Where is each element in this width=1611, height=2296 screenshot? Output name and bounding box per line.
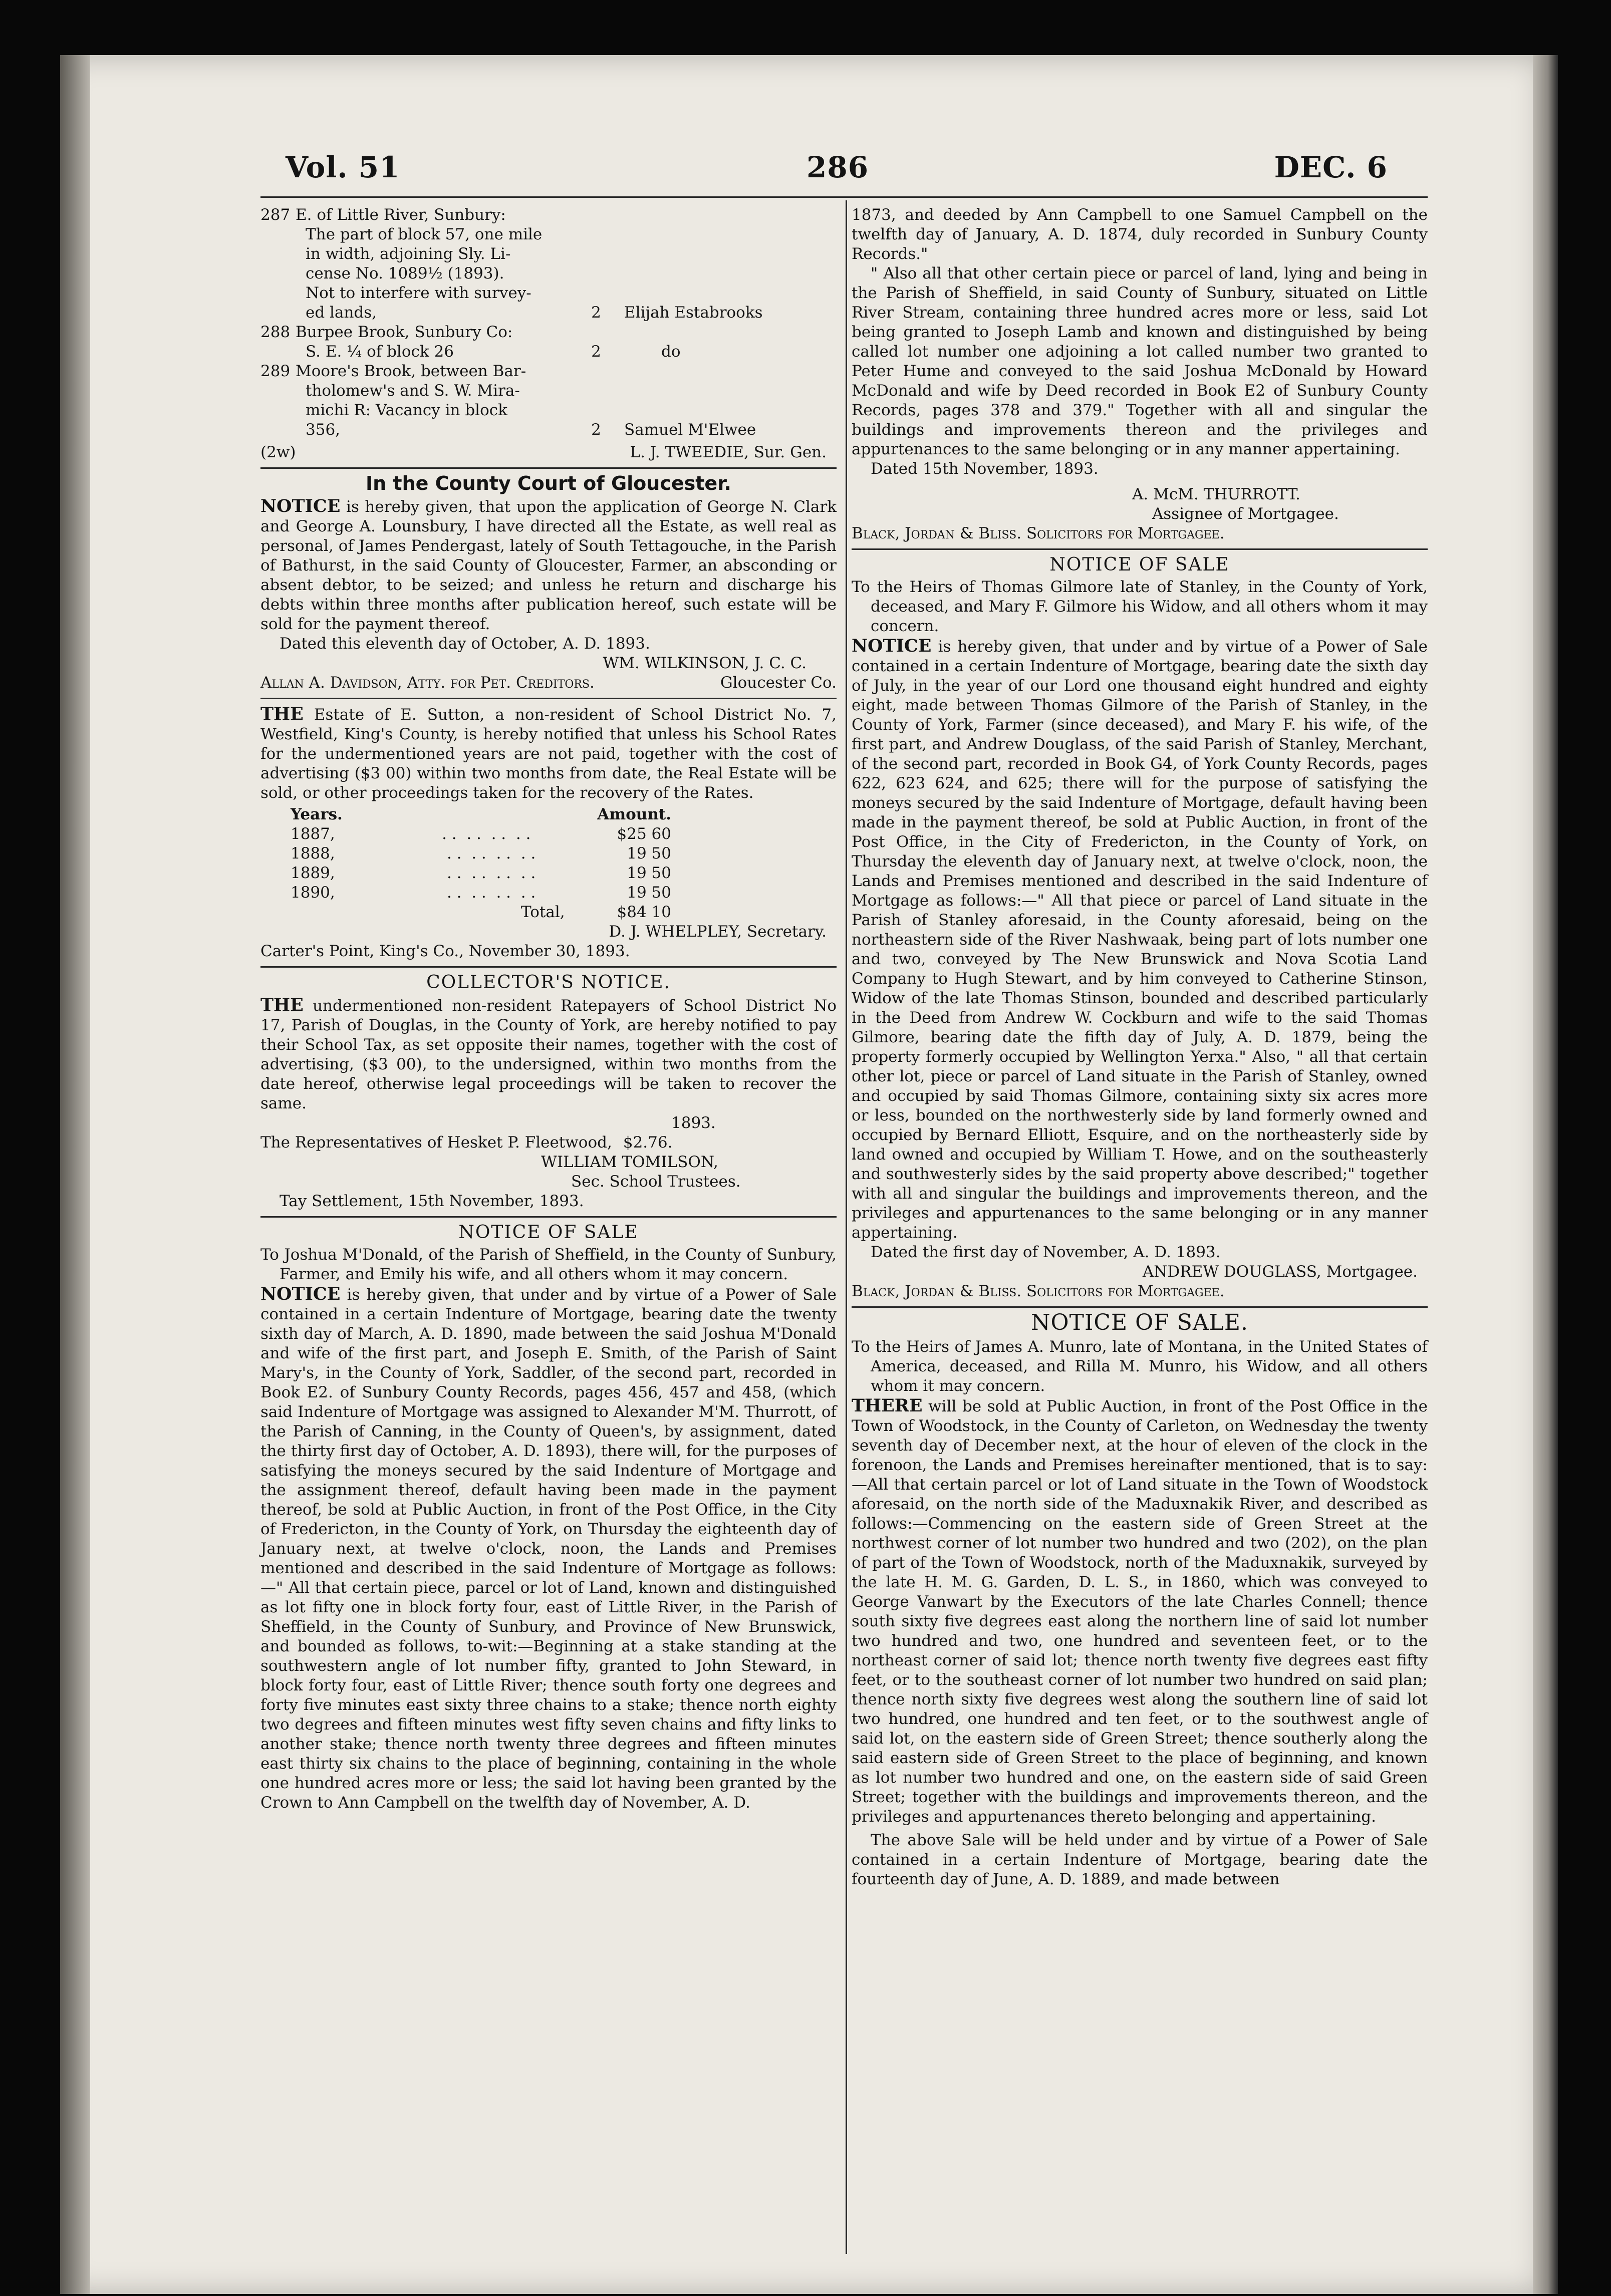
rates-header xyxy=(291,805,671,824)
surveyor-signature: L. J. TWEEDIE, Sur. Gen. xyxy=(630,443,827,461)
section-rule xyxy=(852,1306,1428,1308)
gilmore-signer: ANDREW DOUGLASS, Mortgagee. xyxy=(1142,1263,1418,1281)
collector-entry xyxy=(260,1133,837,1153)
lands-schedule xyxy=(260,205,837,440)
rate-year: 1887, xyxy=(291,825,335,843)
header-rule xyxy=(260,196,1428,198)
lot-line: Not to interfere with survey- xyxy=(306,284,531,302)
rates-row xyxy=(291,864,671,883)
mcdonald-body: is hereby given, that under and by virtue of a Power of Sale contained in a certain Indenture of Mortgage, bearing date the twenty sixth day of March, A. D. 1890, made between the said Joshua M'Donald and wife of the first part, and Joseph E. Smith, of the Parish of Saint Mary's, in the County of York, Saddler, of the second part, recorded in Book E2. of Sunbury County Records, pages 456, 457 and 458, (which said Indenture of Mortgage was assigned to Alexander M'M. Thurrott, of the Parish of Canning, in the County of Queen's, by assignment, dated the thirty first day of October, A. D. 1893), there will, for the purposes of satisfying the moneys secured by the said Indenture of Mortgage and the assignment thereof, default having been made in the payment thereof, be sold at Public Auction, in front of the Post Office, in the City of Fredericton, in the County of York, on Thursday the eighteenth day of January next, at twelve o'clock, noon, the Lands and Premises mentioned and described in the said Indenture of Mortgage as follows:—" All that certain piece, parcel or lot of Land, known and distinguished as lot fifty one in block forty four, east of Little River, in the Parish of Sheffield, in the County of Sunbury, and Province of New Brunswick, and bounded as follows, to-wit:—Beginning at a stake standing at the southwestern angle of lot number fifty, granted to John Steward, in block forty four, east of Little River; thence south forty one degrees and forty five minutes east sixty three chains to a stake; thence north eighty two degrees and fifteen minutes west fifty seven chains and fifty links to another stake; thence north twenty three degrees and fifteen minutes east thirty six chains to the place of beginning, containing in the whole one hundred acres more or less; the said lot having been granted by the Crown to Ann Campbell on the twelfth day of November, A. D. xyxy=(260,1286,837,1812)
rates-row xyxy=(291,844,671,864)
rate-amount: 19 50 xyxy=(627,844,671,863)
ratepayer-amount: $2.76. xyxy=(623,1133,673,1152)
munro-heading: NOTICE OF SALE. xyxy=(1031,1310,1248,1335)
left-column xyxy=(260,205,837,1813)
gilmore-heading: NOTICE OF SALE xyxy=(1049,554,1230,575)
sutton-place: Carter's Point, King's Co., November 30, 1893. xyxy=(260,942,630,960)
leader-dots: . . . . . . . . xyxy=(446,884,536,902)
right-column xyxy=(852,205,1428,1889)
total-amount: $84 10 xyxy=(617,903,671,921)
rates-table xyxy=(291,805,671,922)
munro-closing: The above Sale will be held under and by virtue of a Power of Sale contained in a certain Indenture of Mortgage, bearing date the fourteenth day of June, A. D. 1889, and made between xyxy=(852,1831,1428,1888)
gloucester-dated: Dated this eleventh day of October, A. D. 1893. xyxy=(280,635,650,653)
rate-year: 1890, xyxy=(291,884,335,902)
leader-dots: . . . . . . . . xyxy=(446,864,536,882)
schedule-footer xyxy=(260,443,837,462)
lot-quantity: 2 xyxy=(591,421,601,439)
lot-line: E. of Little River, Sunbury: xyxy=(296,206,506,224)
gilmore-dated: Dated the first day of November, A. D. 1893. xyxy=(871,1243,1221,1261)
leader-dots: . . . . . . . . xyxy=(442,825,531,843)
lot-line: michi R: Vacancy in block xyxy=(306,401,507,419)
rate-amount: 19 50 xyxy=(627,864,671,882)
gilmore-solicitors: Black, Jordan & Bliss. Solicitors for Mortgagee. xyxy=(852,1282,1225,1300)
lot-quantity: 2 xyxy=(591,343,601,361)
notice-lead: NOTICE xyxy=(260,1284,341,1304)
notice-lead: NOTICE xyxy=(852,636,932,656)
years-header: Years. xyxy=(291,805,343,823)
lot-line: 356, xyxy=(306,421,341,439)
mcdonald-signer: A. McM. THURROTT. xyxy=(1132,485,1300,503)
lot-line: in width, adjoining Sly. Li- xyxy=(306,245,511,263)
lot-line: cense No. 1089½ (1893). xyxy=(306,264,504,282)
lot-applicant: do xyxy=(661,343,681,361)
gloucester-body: is hereby given, that upon the application of George N. Clark and George A. Lounsbury, I have directed all the Estate, as well real as personal, of James Pendergast, lately of South Tettagouche, in the Parish of Bathurst, in the said County of Gloucester, Farmer, an absconding or absent debtor, to be seized; and unless he return and discharge his debts within three months after publication hereof, such estate will be sold for the payment thereof. xyxy=(260,498,837,633)
total-label: Total, xyxy=(521,903,565,921)
gloucester-footer xyxy=(260,673,837,693)
gilmore-address: To the Heirs of Thomas Gilmore late of Stanley, in the County of York, deceased, and Mary F. Gilmore his Widow, and all others whom it may concern. xyxy=(852,578,1428,635)
gloucester-attorney: Allan A. Davidson, Atty. for Pet. Creditors. xyxy=(260,674,595,692)
page-number: 286 xyxy=(807,150,869,184)
lot-line: S. E. ¼ of block 26 xyxy=(306,343,454,361)
rate-amount: 19 50 xyxy=(627,884,671,902)
lot-number: 287 xyxy=(260,206,291,224)
gilmore-body: is hereby given, that under and by virtue of a Power of Sale contained in a certain Indenture of Mortgage, bearing date the sixth day of July, in the year of our Lord one thousand eight hundred and eighty eight, made between Thomas Gilmore of the Parish of Stanley, in the County of York, Farmer (since deceased), and Mary F. his wife, of the first part, and Andrew Douglass, of the said Parish of Stanley, Merchant, of the second part, recorded in Book G4, of York County Records, pages 622, 623 624, and 625; there will for the purpose of satisfying the moneys secured by the said Indenture of Mortgage, default having been made in the payment thereof, be sold at Public Auction, in front of the Post Office, in the City of Fredericton, in the County of York, on Thursday the eleventh day of January next, at twelve o'clock, noon, the Lands and Premises mentioned and described in the said Indenture of Mortgage as follows:—" All that piece or parcel of Land situate in the Parish of Stanley aforesaid, in the County aforesaid, being on the northeastern side of the River Nashwaak, being part of lots number one and two, conveyed by The New Brunswick and Nova Scotia Land Company to Hugh Stewart, and by him conveyed to Catherine Stinson, Widow of the late Thomas Stinson, bounded and described particularly in the Deed from Andrew W. Cockburn and wife to the said Thomas Gilmore, bearing date the fifth day of July, A. D. 1879, being the property formerly occupied by Wellington Yerxa." Also, " all that certain other lot, piece or parcel of Land situate in the Parish of Stanley, owned and occupied by said Thomas Gilmore, containing sixty six acres more or less, bounded on the northwesterly side by land formerly owned and occupied by Bernard Elliott, Esquire, and on the northeasterly side by land owned and occupied by William T. Howe, and on the southeasterly and southwesterly sides by the said property above described;" together with all and singular the buildings and improvements thereon, and the privileges and appurtenances to the same belonging or in any manner appertaining. xyxy=(852,638,1428,1242)
lot-line: Moore's Brook, between Bar- xyxy=(296,362,526,380)
munro-address: To the Heirs of James A. Munro, late of Montana, in the United States of America, deceased, and Rilla M. Munro, his Widow, and all others whom it may concern. xyxy=(852,1338,1428,1395)
schedule-row xyxy=(260,205,837,323)
volume-label: Vol. 51 xyxy=(286,150,400,184)
mcdonald-heading: NOTICE OF SALE xyxy=(458,1222,639,1243)
section-rule xyxy=(260,698,837,699)
mcdonald-dated: Dated 15th November, 1893. xyxy=(871,460,1099,478)
rate-year: 1888, xyxy=(291,844,335,863)
gloucester-signer: WM. WILKINSON, J. C. C. xyxy=(603,654,807,672)
lot-line: The part of block 57, one mile xyxy=(306,225,543,243)
mcdonald-address: To Joshua M'Donald, of the Parish of Sheffield, in the County of Sunbury, Farmer, and Emily his wife, and all others whom it may concern. xyxy=(260,1246,837,1283)
lot-description xyxy=(296,362,576,440)
lot-applicant: Samuel M'Elwee xyxy=(624,421,756,439)
ratepayer-name: The Representatives of Hesket P. Fleetwood, xyxy=(260,1133,612,1152)
lot-line: ed lands, xyxy=(306,304,377,322)
mcdonald-continued: 1873, and deeded by Ann Campbell to one Samuel Campbell on the twelfth day of January, A. D. 1874, duly recorded in Sunbury County Records." xyxy=(852,206,1428,263)
mcdonald-solicitors: Black, Jordan & Bliss. Solicitors for Mortgagee. xyxy=(852,524,1225,542)
mcdonald-signer-title: Assignee of Mortgagee. xyxy=(1152,505,1339,523)
rate-amount: $25 60 xyxy=(617,825,671,843)
collector-signer-title: Sec. School Trustees. xyxy=(571,1173,741,1191)
lot-description xyxy=(296,323,576,362)
notice-lead: THERE xyxy=(852,1395,923,1416)
lot-line: tholomew's and S. W. Mira- xyxy=(306,382,520,400)
page-header xyxy=(286,150,1388,190)
munro-body: will be sold at Public Auction, in front of the Post Office in the Town of Woodstock, in the County of Carleton, on Wednesday the twenty seventh day of December next, at the hour of eleven of the clock in the forenoon, the Lands and Premises hereinafter mentioned, that is to say:—All that certain parcel or lot of Land situate in the Town of Woodstock aforesaid, on the north side of the Maduxnakik River, and described as follows:—Commencing on the eastern side of Green Street at the northwest corner of lot number two hundred and two (202), on the plan of part of the Town of Woodstock, north of the Maduxnakik, surveyed by the late H. M. G. Garden, D. L. S., in 1860, which was conveyed to George Vanwart by the Executors of the late Charles Connell; thence south sixty five degrees east along the northern line of said lot number two hundred and two, one hundred and seventeen feet, or to the northeast corner of said lot; thence north twenty five degrees east fifty feet, or to the southeast corner of lot number two hundred on said plan; thence north sixty five degrees west along the southern line of said lot two hundred, one hundred and ten feet, or to the southwest angle of said lot, on the eastern side of Green Street; thence southerly along the said eastern side of Green Street to the place of beginning, and known as lot number two hundred and one, on the eastern side of said Green Street; together with the buildings and improvements thereon, and the privileges and appurtenances thereto belonging and appertaining. xyxy=(852,1397,1428,1826)
schedule-row xyxy=(260,323,837,362)
section-rule xyxy=(260,467,837,469)
rates-row xyxy=(291,824,671,844)
collector-body: undermentioned non-resident Ratepayers of School District No 17, Parish of Douglas, in the County of York, are hereby notified to pay their School Tax, as set opposite their names, together with the cost of advertising, ($3 00), to the undersigned, within two months from the date hereof, otherwise legal proceedings will be taken to recover the same. xyxy=(260,997,837,1112)
sutton-signer: D. J. WHELPLEY, Secretary. xyxy=(609,923,827,941)
issue-date: DEC. 6 xyxy=(1274,150,1388,184)
gloucester-heading: In the County Court of Gloucester. xyxy=(366,472,731,494)
lot-number: 288 xyxy=(260,323,291,341)
notice-lead: NOTICE xyxy=(260,496,341,516)
lot-number: 289 xyxy=(260,362,291,380)
gloucester-county: Gloucester Co. xyxy=(720,674,837,692)
column-rule xyxy=(846,200,847,2254)
collector-heading: COLLECTOR'S NOTICE. xyxy=(426,972,671,993)
section-rule xyxy=(852,548,1428,550)
schedule-row xyxy=(260,362,837,440)
rates-total xyxy=(291,903,671,922)
sutton-body: Estate of E. Sutton, a non-resident of School District No. 7, Westfield, King's County, is hereby notified that unless his School Rates for the undermentioned years are not paid, together with the cost of advertising ($3 00) within two months from date, the Real Estate will be sold, or other proceedings taken for the recovery of the Rates. xyxy=(260,706,837,802)
rates-row xyxy=(291,883,671,903)
section-rule xyxy=(260,1216,837,1218)
collector-signer: WILLIAM TOMILSON, xyxy=(541,1153,718,1171)
page-binding xyxy=(60,55,90,2294)
leader-dots: . . . . . . . . xyxy=(446,844,536,863)
lot-applicant: Elijah Estabrooks xyxy=(624,304,763,322)
section-rule xyxy=(260,966,837,968)
lot-description xyxy=(296,205,576,323)
mcdonald-also: " Also all that other certain piece or parcel of land, lying and being in the Parish of Sheffield, in said County of Sunbury, situated on Little River Stream, containing three hundred acres more or less, said Lot being granted to Joseph Lamb and known and distinguished by being called lot number one adjoining a lot called number two granted to Peter Hume and conveyed to the said Joshua McDonald by Howard McDonald and wife by Deed recorded in Book E2 of Sunbury County Records, pages 378 and 379." Together with all and singular the buildings and improvements thereon and the privileges and appurtenances to the same belonging or in any manner appertaining. xyxy=(852,264,1428,458)
notice-lead: THE xyxy=(260,995,304,1015)
collector-place: Tay Settlement, 15th November, 1893. xyxy=(280,1192,584,1210)
amount-header: Amount. xyxy=(597,805,671,823)
lot-quantity: 2 xyxy=(591,304,601,322)
notice-lead: THE xyxy=(260,704,304,724)
insertion-mark: (2w) xyxy=(260,443,296,461)
rate-year: 1889, xyxy=(291,864,335,882)
lot-line: Burpee Brook, Sunbury Co: xyxy=(296,323,513,341)
page-edge xyxy=(1533,55,1558,2294)
collector-year: 1893. xyxy=(671,1114,716,1132)
